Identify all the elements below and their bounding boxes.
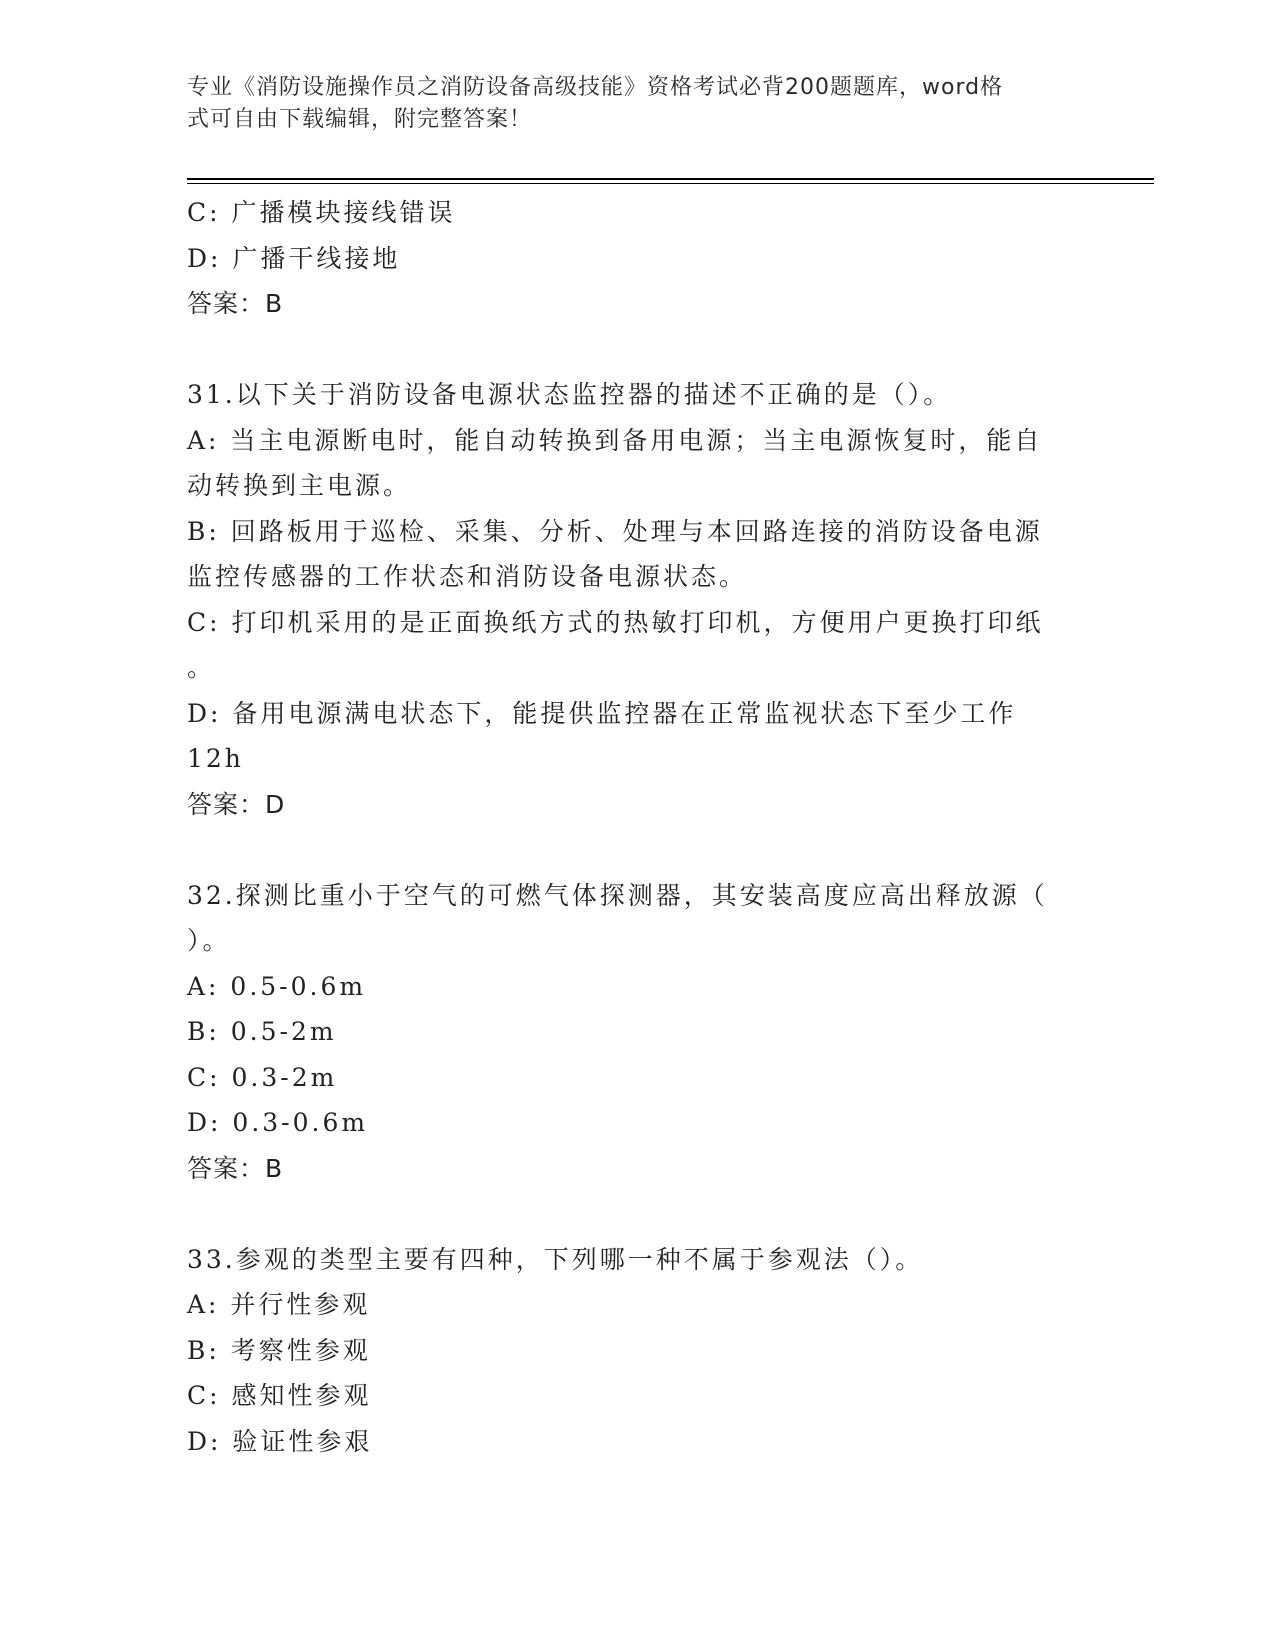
option-line: C: 广播模块接线错误: [187, 198, 456, 227]
option-line: A: 并行性参观: [187, 1290, 371, 1319]
spacer: [187, 1191, 1087, 1237]
option-line: C: 打印机采用的是正面换纸方式的热敏打印机，方便用户更换打印纸: [187, 607, 1044, 637]
option-line: D: 备用电源满电状态下，能提供监控器在正常监视状态下至少工作: [187, 698, 1017, 728]
header-rule-thin: [187, 183, 1154, 184]
option-line: 动转换到主电源。: [187, 471, 412, 500]
header-line-1: 专业《消防设施操作员之消防设备高级技能》资格考试必背200题题库，word格: [187, 75, 1004, 100]
option-line: A: 0.5-0.6m: [187, 971, 367, 1001]
option-line: B: 0.5-2m: [187, 1017, 337, 1046]
question-33: [187, 1237, 1087, 1465]
option-line: C: 感知性参观: [187, 1381, 372, 1410]
option-line: D: 验证性参艰: [187, 1426, 373, 1456]
previous-question-tail: [187, 190, 1087, 327]
header-rule-thick: [187, 178, 1154, 180]
question-stem: 31.以下关于消防设备电源状态监控器的描述不正确的是（）。: [187, 380, 952, 409]
spacer: [187, 327, 1087, 373]
question-stem: ）。: [187, 926, 231, 955]
option-line: 12h: [187, 744, 244, 773]
question-stem: 32.探测比重小于空气的可燃气体探测器，其安装高度应高出释放源（: [187, 880, 1048, 910]
document-header: [187, 72, 1067, 136]
question-32: [187, 873, 1087, 1192]
spacer: [187, 827, 1087, 873]
answer-line: 答案：B: [187, 1153, 284, 1183]
header-line-2: 式可自由下载编辑，附完整答案！: [187, 107, 533, 132]
option-line: 。: [187, 653, 216, 682]
option-line: A: 当主电源断电时，能自动转换到备用电源；当主电源恢复时，能自: [187, 425, 1043, 455]
question-31: [187, 372, 1087, 827]
option-line: D: 广播干线接地: [187, 243, 401, 273]
option-line: D: 0.3-0.6m: [187, 1108, 369, 1137]
option-line: 监控传感器的工作状态和消防设备电源状态。: [187, 562, 748, 591]
option-line: C: 0.3-2m: [187, 1062, 338, 1092]
option-line: B: 考察性参观: [187, 1335, 371, 1365]
document-body: [187, 190, 1087, 1464]
question-stem: 33.参观的类型主要有四种，下列哪一种不属于参观法（）。: [187, 1244, 924, 1274]
answer-line: 答案：B: [187, 289, 284, 318]
option-line: B: 回路板用于巡检、采集、分析、处理与本回路连接的消防设备电源: [187, 516, 1043, 546]
answer-line: 答案：D: [187, 789, 286, 819]
